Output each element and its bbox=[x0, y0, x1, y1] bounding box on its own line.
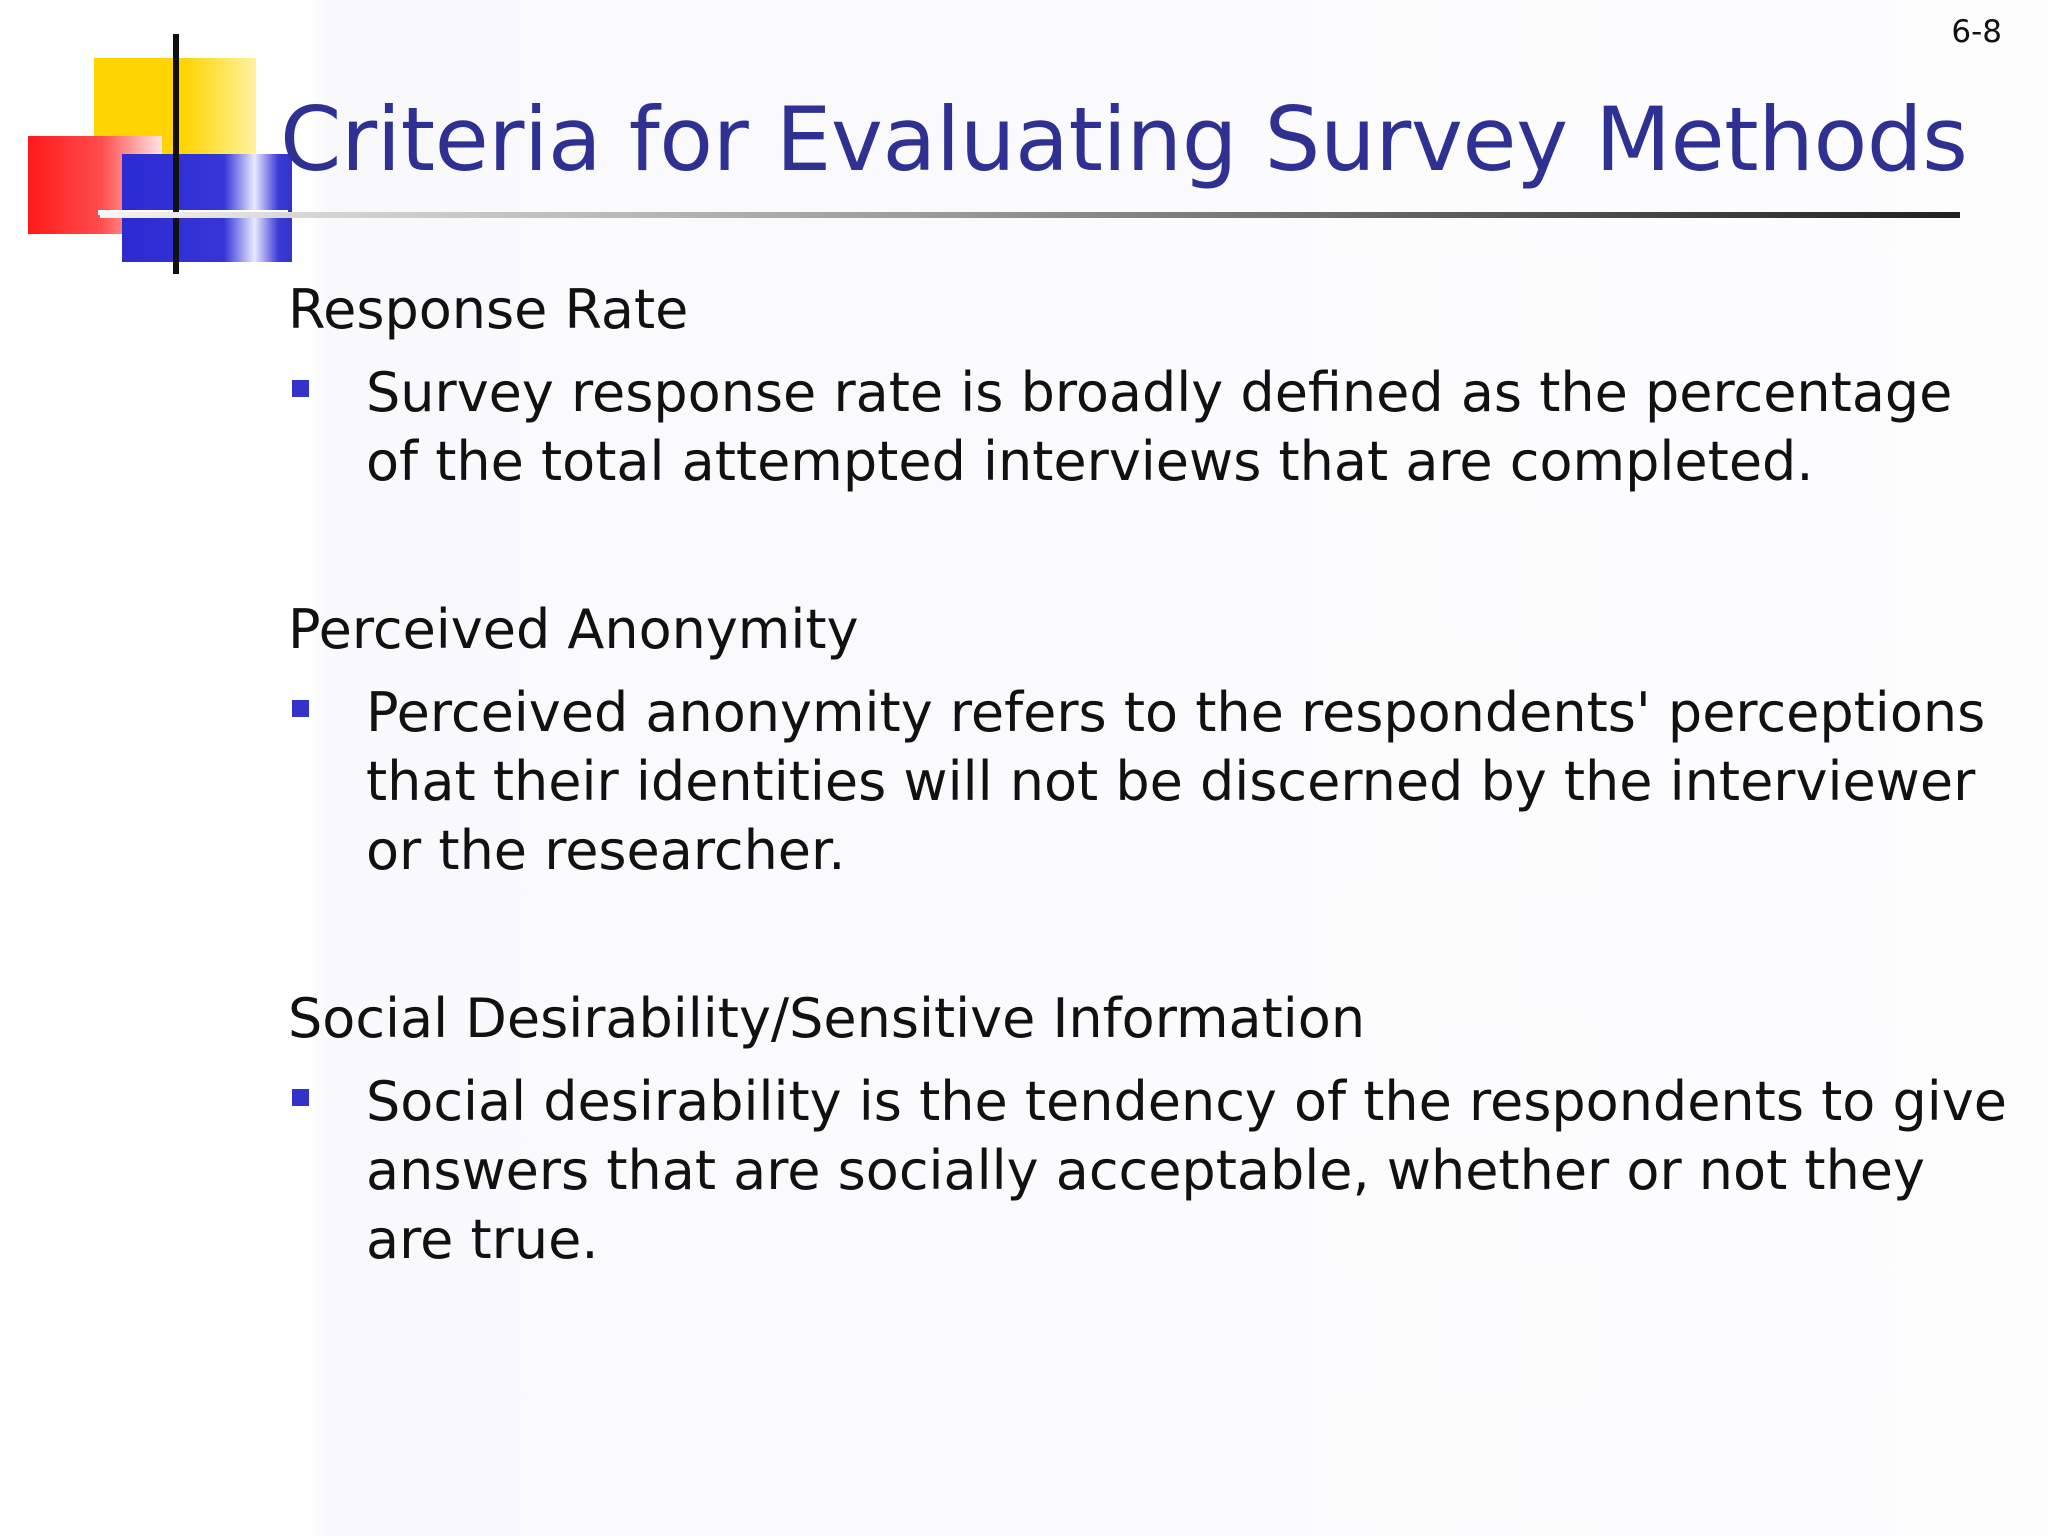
decorative-logo bbox=[0, 0, 300, 280]
bullet-text: Social desirability is the tendency of the respondents to give answers that are socially acceptable, whether or not they are true. bbox=[366, 1070, 2007, 1271]
logo-blue-block bbox=[122, 154, 292, 262]
square-bullet-icon bbox=[292, 380, 309, 397]
logo-vertical-line bbox=[173, 34, 179, 274]
square-bullet-icon bbox=[292, 700, 309, 717]
bullet-item bbox=[288, 678, 2008, 885]
bullet-item bbox=[288, 358, 2008, 496]
bullet-item bbox=[288, 1067, 2008, 1274]
title-underline bbox=[100, 212, 1960, 218]
page-number: 6-8 bbox=[1951, 14, 2002, 50]
section-heading: Social Desirability/Sensitive Information bbox=[288, 987, 1366, 1050]
bullet-text: Survey response rate is broadly defined as the percentage of the total attempted interviews that are completed. bbox=[366, 361, 1953, 493]
section-heading: Perceived Anonymity bbox=[288, 598, 859, 661]
section-response-rate bbox=[288, 276, 2008, 496]
square-bullet-icon bbox=[292, 1089, 309, 1106]
bullet-text: Perceived anonymity refers to the respondents' perceptions that their identities will not be discerned by the interviewer or the researcher. bbox=[366, 681, 1986, 882]
section-perceived-anonymity bbox=[288, 596, 2008, 885]
section-heading: Response Rate bbox=[288, 278, 689, 341]
slide-title: Criteria for Evaluating Survey Methods bbox=[280, 88, 1968, 191]
slide-content bbox=[288, 276, 2008, 1374]
section-social-desirability bbox=[288, 985, 2008, 1274]
